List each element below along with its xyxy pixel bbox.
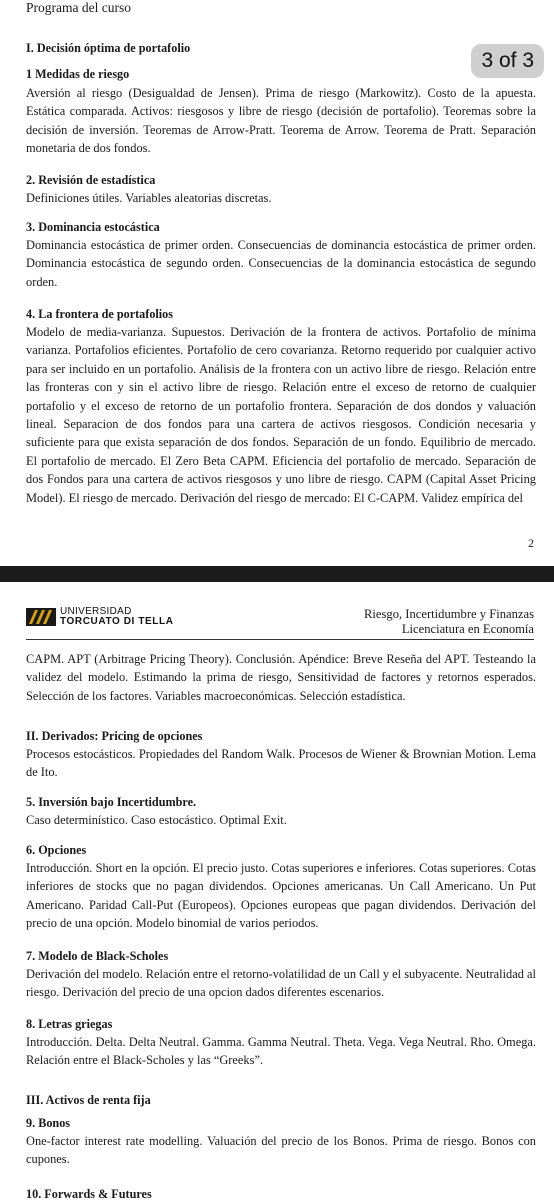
item-7-text: Derivación del modelo. Relación entre el retorno-volatilidad de un Call y el subyacente. Neutralidad al riesgo. Derivación del precio de una opcion dados diferentes escenarios. xyxy=(26,967,536,1000)
utdt-logo-icon xyxy=(26,608,56,626)
item-6-text: Introducción. Short en la opción. El precio justo. Cotas superiores e inferiores. Cotas superiores. Cotas inferiores de stocks que no pagan dividendos. Opciones americanas. Un Call Americano. Un Put Americano. Paridad Call-Put (Europeos). Opciones europeas que pagan dividendos. Derivación del precio de una opción. Modelo binomial de varios periodos. xyxy=(26,861,536,931)
item-10-title: 10. Forwards & Futures xyxy=(26,1187,152,1201)
item-8-text: Introducción. Delta. Delta Neutral. Gamma. Gamma Neutral. Theta. Vega. Vega Neutral. Rho. Omega. Relación entre el Black-Scholes y las “Greeks”. xyxy=(26,1035,536,1068)
item-3-text: Dominancia estocástica de primer orden. Consecuencias de dominancia estocástica de primer orden. Dominancia estocástica de segundo orden. Consecuencias de la dominancia estocástica de segundo orden. xyxy=(26,238,536,289)
header-program-name: Licenciatura en Economía xyxy=(401,622,534,636)
item-5-text: Caso determinístico. Caso estocástico. Optimal Exit. xyxy=(26,813,287,827)
continued-text-block xyxy=(26,650,536,705)
item-3-title: 3. Dominancia estocástica xyxy=(26,220,160,234)
item-9-text: One-factor interest rate modelling. Valuación del precio de los Bonos. Prima de riesgo. Bonos con cupones. xyxy=(26,1134,536,1167)
header-rule xyxy=(26,639,534,640)
item-2-title: 2. Revisión de estadística xyxy=(26,173,156,187)
logo-text-line2: TORCUATO DI TELLA xyxy=(60,616,174,627)
header-course-name: Riesgo, Incertidumbre y Finanzas xyxy=(364,607,534,621)
item-3-block xyxy=(26,219,536,291)
page-number: 2 xyxy=(528,536,534,550)
university-logo xyxy=(26,606,174,628)
logo-text-line1: UNIVERSIDAD xyxy=(60,606,132,617)
section-III-block xyxy=(26,1092,536,1109)
section-heading-II: II. Derivados: Pricing de opciones xyxy=(26,729,203,743)
section-heading-III: III. Activos de renta fija xyxy=(26,1093,151,1107)
item-6-block xyxy=(26,842,536,933)
section-II-text: Procesos estocásticos. Propiedades del Random Walk. Procesos de Wiener & Brownian Motion. Lema de Ito. xyxy=(26,747,536,780)
page-counter-badge: 3 of 3 xyxy=(471,44,544,78)
continued-text: CAPM. APT (Arbitrage Pricing Theory). Conclusión. Apéndice: Breve Reseña del APT. Testeando la validez del modelo. Estimando la prima de riesgo, Sensitividad de factores y retornos esperados. Selección de los factores. Variables macroeconómicas. Selección estadística. xyxy=(26,652,536,703)
item-7-block xyxy=(26,948,536,1002)
section-II-block xyxy=(26,728,536,782)
item-2-text: Definiciones útiles. Variables aleatorias discretas. xyxy=(26,191,272,205)
item-5-block xyxy=(26,794,536,829)
page-separator xyxy=(0,566,554,582)
item-5-title: 5. Inversión bajo Incertidumbre. xyxy=(26,795,197,809)
item-4-text: Modelo de media-varianza. Supuestos. Derivación de la frontera de activos. Portafolio de mínima varianza. Portafolios eficientes. Portafolio de cero covarianza. Retorno requerido por cualquier activo para ser incluido en un portafolio. Análisis de la frontera con un activo libre de riesgo. Relación entre las fronteras con y sin el activo libre de riesgo. Relación entre el exceso de retorno de cualquier portafolio y el exceso de retorno de un portafolio frontera. Separación de dos dondos y valuación lineal. Separacion de dos fondos para una cartera de activos riesgosos. Condición necesaria y suficiente para que exista separación de dos fondos. Separación de un fondo. Equilibrio de mercado. El portafolio de mercado. El Zero Beta CAPM. Eficiencia del portafolio de mercado. Separación de dos Fondos para una cartera de activos riesgosos y uno libre de riesgo. CAPM (Capital Asset Pricing Model). El riesgo de mercado. Derivación del riesgo de mercado: El C-CAPM. Validez empírica del xyxy=(26,325,536,505)
document-page-3 xyxy=(0,582,554,1199)
course-program-title: Programa del curso xyxy=(26,0,131,15)
section-heading-I: I. Decisión óptima de portafolio xyxy=(26,41,191,55)
item-1-title: 1 Medidas de riesgo xyxy=(26,67,130,81)
item-1-text: Aversión al riesgo (Desigualdad de Jensen). Prima de riesgo (Markowitz). Costo de la apuesta. Estática comparada. Activos: riesgosos y libre de riesgo (decisión de portafolio). Teoremas sobre la decisión de inversión. Teoremas de Arrow-Pratt. Teorema de Arrow. Teorema de Pratt. Separación monetaria de dos fondos. xyxy=(26,86,536,156)
item-4-block xyxy=(26,306,536,507)
item-4-title: 4. La frontera de portafolios xyxy=(26,307,174,321)
item-8-title: 8. Letras griegas xyxy=(26,1017,113,1031)
item-9-title: 9. Bonos xyxy=(26,1116,71,1130)
item-2-block xyxy=(26,172,536,207)
page-header-title xyxy=(364,607,534,637)
item-10-block xyxy=(26,1186,536,1203)
item-9-block xyxy=(26,1115,536,1169)
item-6-title: 6. Opciones xyxy=(26,843,87,857)
item-8-block xyxy=(26,1016,536,1070)
item-7-title: 7. Modelo de Black-Scholes xyxy=(26,949,169,963)
item-1-block xyxy=(26,66,536,158)
document-page-2 xyxy=(0,0,554,566)
